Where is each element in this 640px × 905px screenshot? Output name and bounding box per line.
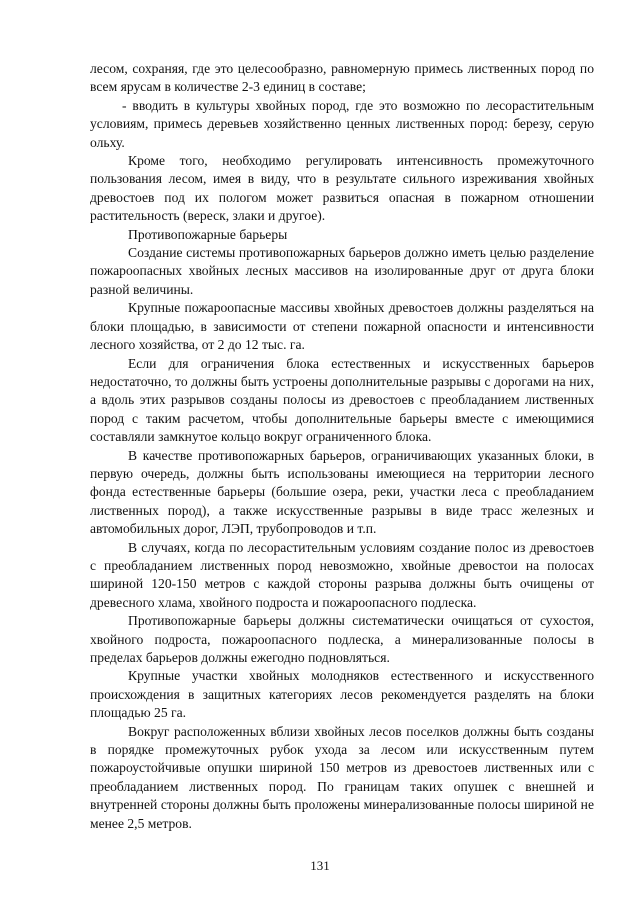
paragraph: Крупные участки хвойных молодняков естественного и искусственного происхождения в защитных категориях лесов рекомендуется разделять на блоки площадью 25 га. — [90, 668, 594, 721]
paragraph: Кроме того, необходимо регулировать интенсивность промежуточного пользования лесом, имея в виду, что в результате сильного изреживания хвойных древостоев под их пологом может развиться опасная в пожарном отношении растительность (вереск, злаки и другое). — [90, 153, 594, 224]
paragraph: Если для ограничения блока естественных и искусственных барьеров недостаточно, то должны быть устроены дополнительные разрывы с дорогами на них, а вдоль этих разрывов созданы полосы из древостоев с преобладанием лиственных пород с таким расчетом, чтобы дополнительные барьеры вместе с имеющимися составляли замкнутое кольцо вокруг ограниченного блока. — [90, 355, 594, 445]
paragraph: Противопожарные барьеры должны систематически очищаться от сухостоя, хвойного подроста, пожароопасного подлеска, а минерализованные полосы в пределах барьеров должны ежегодно подновляться. — [90, 613, 594, 665]
paragraph: В качестве противопожарных барьеров, ограничивающих указанных блоки, в первую очередь, должны быть использованы имеющиеся на территории лесного фонда естественные барьеры (большие озера, реки, участки леса с преобладанием лиственных пород), а также искусственные разрывы в виде трасс железных и автомобильных дорог, ЛЭП, трубопроводов и т.п. — [90, 447, 594, 537]
paragraph: Вокруг расположенных вблизи хвойных лесов поселков должны быть созданы в порядке промежуточных рубок ухода за лесом или искусственным путем пожароустойчивые опушки шириной 150 метров из древостоев лиственных или с преобладанием лиственных пород. По границам таких опушек с внешней и внутренней стороны должны быть проложены минерализованные полосы шириной не менее 2,5 метров. — [90, 723, 594, 831]
page-body — [90, 60, 594, 833]
paragraph: Крупные пожароопасные массивы хвойных древостоев должны разделяться на блоки площадью, в зависимости от степени пожарной опасности и интенсивности лесного хозяйства, от 2 до 12 тыс. га. — [90, 300, 594, 353]
paragraph: В случаях, когда по лесорастительным условиям создание полос из древостоев с преобладанием лиственных пород невозможно, хвойные древостои на полосах шириной 120-150 метров с каждой стороны разрыва должны быть очищены от древесного хлама, хвойного подроста и пожароопасного подлеска. — [90, 539, 594, 610]
paragraph: Создание системы противопожарных барьеров должно иметь целью разделение пожароопасных хвойных лесных массивов на изолированные друг от друга блоки разной величины. — [90, 245, 594, 297]
section-heading: Противопожарные барьеры — [128, 226, 288, 242]
page-number: 131 — [310, 858, 330, 873]
paragraph-continuation: лесом, сохраняя, где это целесообразно, равномерную примесь лиственных пород по всем ярусам в количестве 2-3 единиц в составе; — [90, 61, 594, 95]
paragraph-bullet-item: - вводить в культуры хвойных пород, где это возможно по лесорастительным условиям, примесь деревьев хозяйственно ценных лиственных пород: березу, серую ольху. — [90, 97, 594, 150]
